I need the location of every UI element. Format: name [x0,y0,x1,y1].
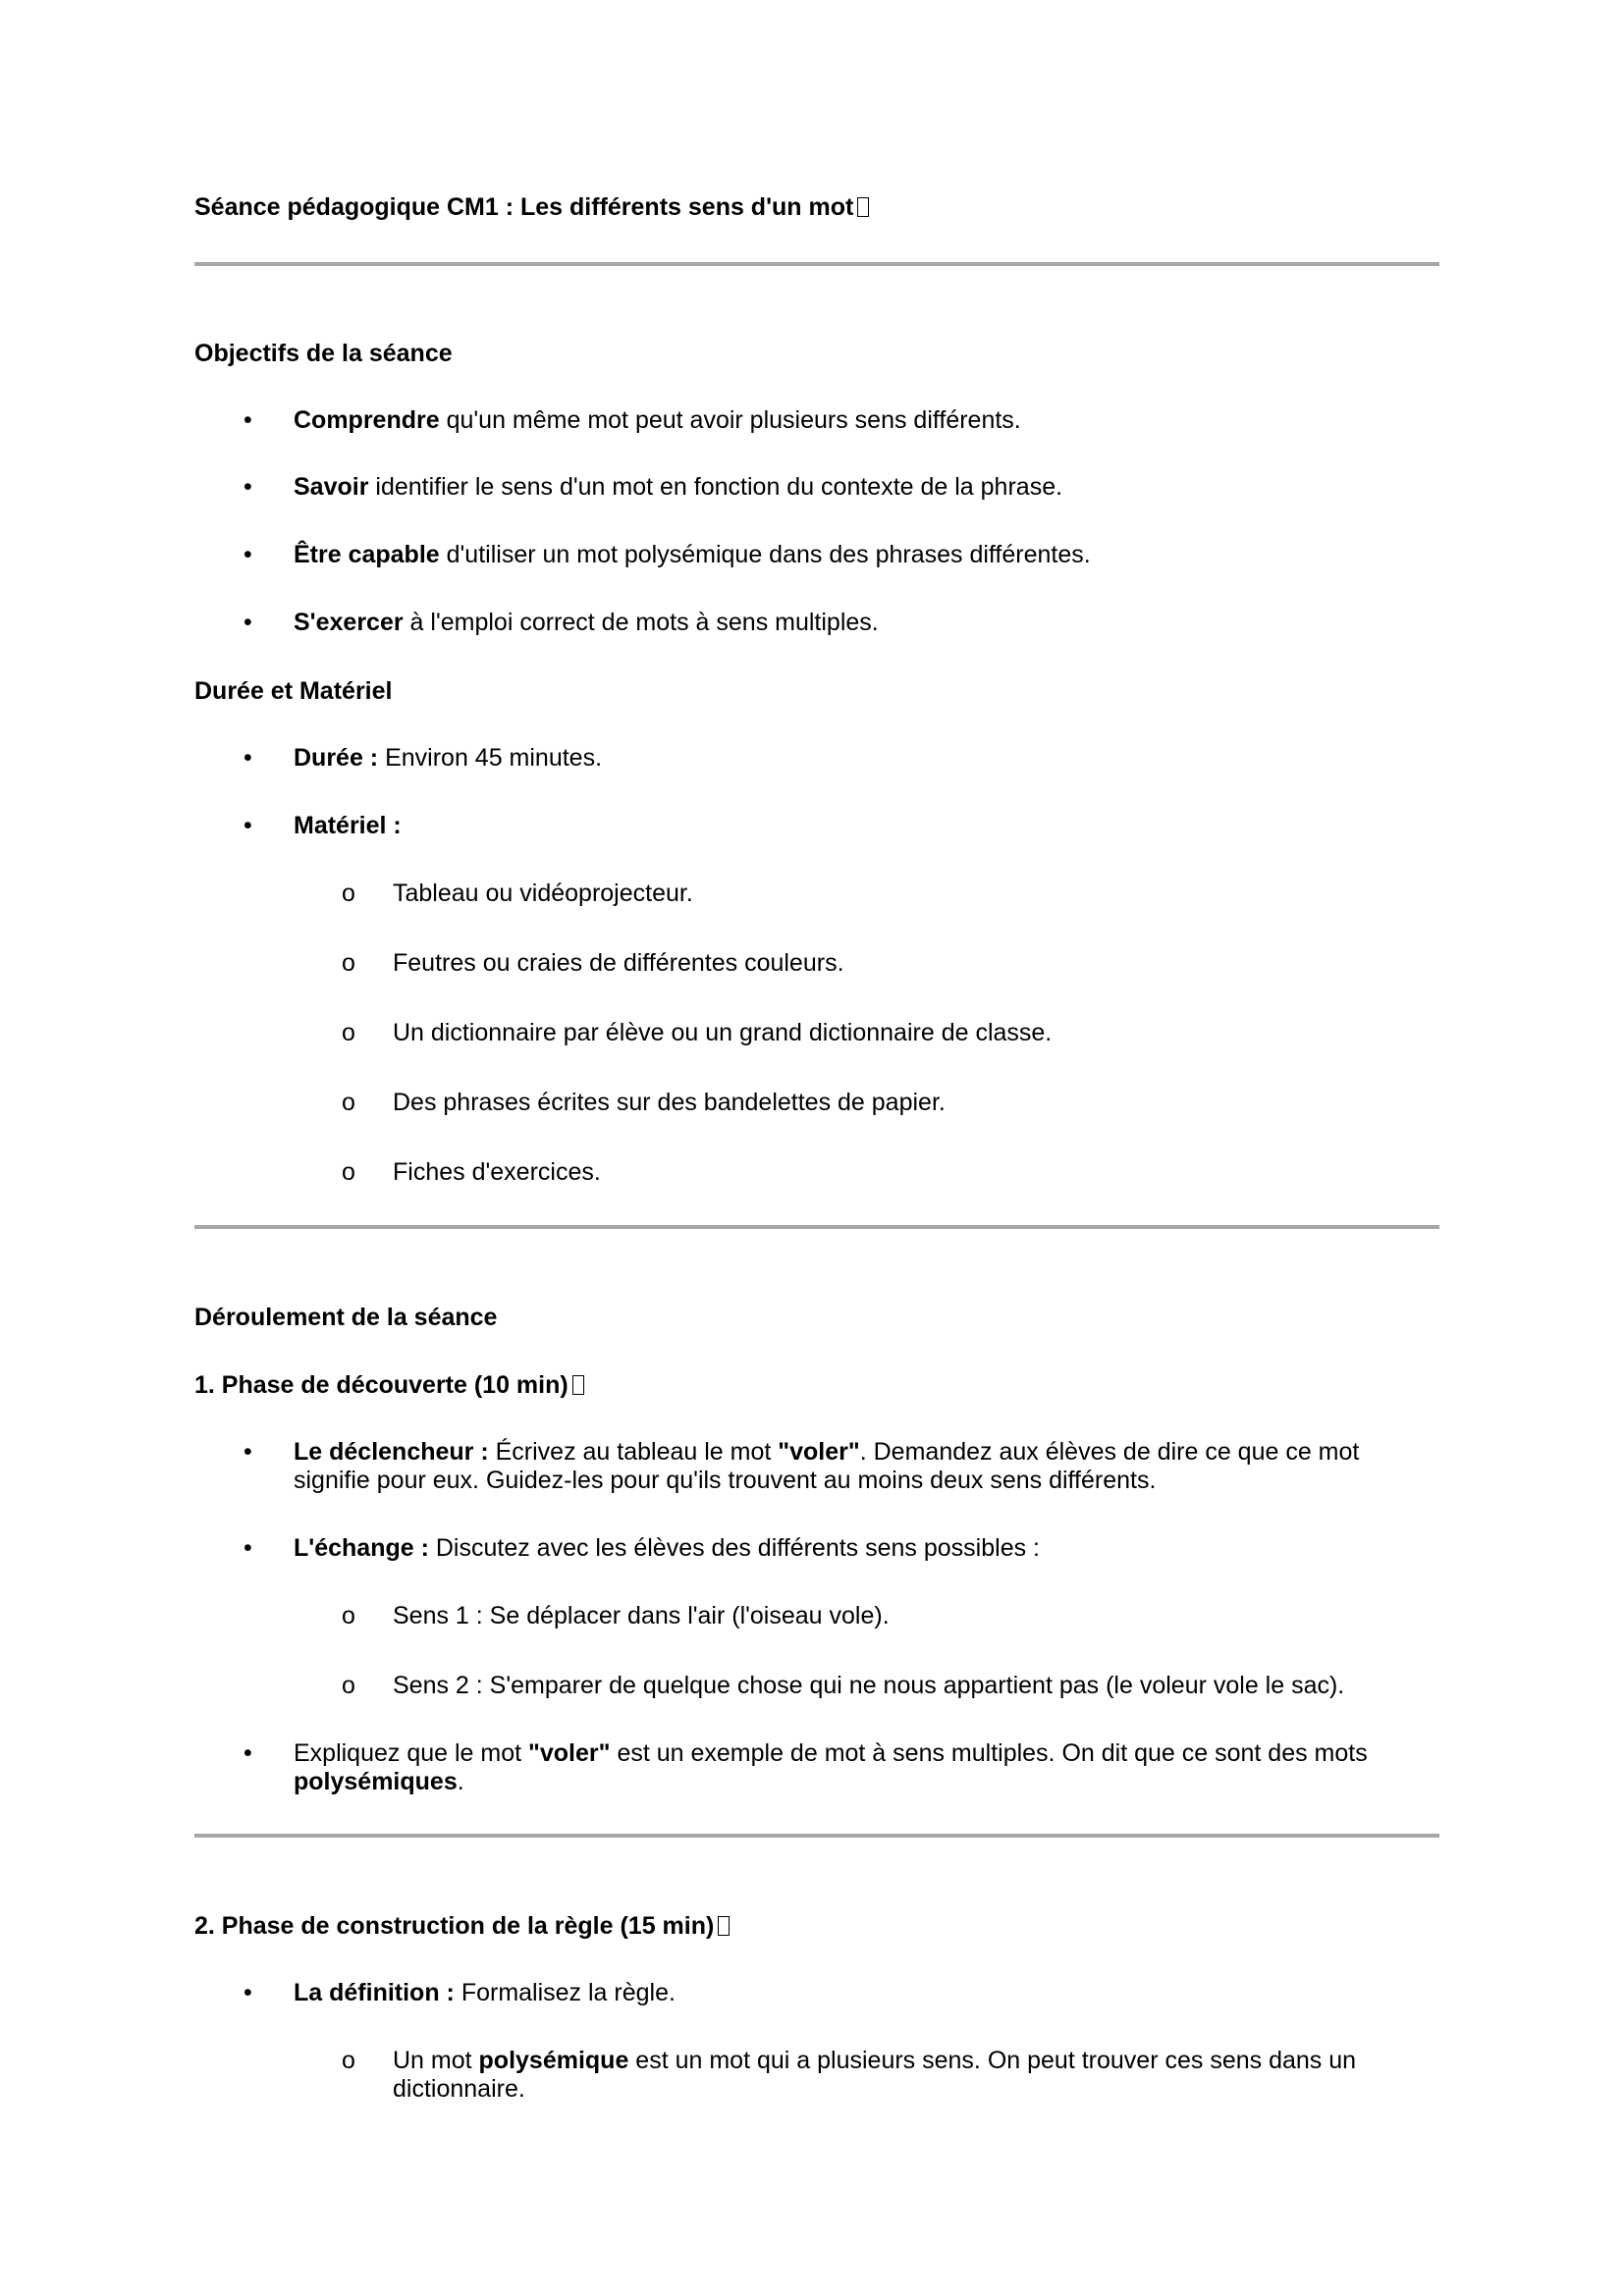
missing-glyph-icon [857,197,869,217]
duree-list [194,744,1439,840]
divider [194,262,1439,266]
sens-list [194,1602,1439,1700]
objectifs-list [194,406,1439,637]
list-item: • Être capable d'utiliser un mot polysémique dans des phrases différentes. [244,541,1091,568]
sub-bullet-icon: o [342,1019,355,1046]
bullet-icon: • [244,1979,252,2006]
list-item: • Durée : Environ 45 minutes. [244,744,603,772]
missing-glyph-icon [718,1916,730,1936]
document-title: Séance pédagogique CM1 : Les différents sens d'un mot [194,192,1439,222]
sub-bullet-icon: o [342,1602,355,1629]
bullet-icon: • [244,1438,252,1466]
sub-bullet-icon: o [342,1158,355,1186]
explique-list [194,1739,1439,1796]
bullet-icon: • [244,473,252,501]
regle-list [194,2047,1439,2104]
list-item: • S'exercer à l'emploi correct de mots à sens multiples. [244,609,879,636]
bullet-icon: • [244,541,252,568]
divider [194,1225,1439,1229]
list-item: • Le déclencheur : Écrivez au tableau le mot "voler". Demandez aux élèves de dire ce que ce mot signifie pour eux. Guidez-les pour qu'ils trouvent au moins deux sens différents. [244,1438,1360,1494]
list-item: • Expliquez que le mot "voler" est un exemple de mot à sens multiples. On dit que ce sont des mots polysémiques. [244,1739,1368,1795]
bullet-icon: • [244,1739,252,1767]
list-item: o Sens 1 : Se déplacer dans l'air (l'oiseau vole). [342,1602,890,1629]
sub-bullet-icon: o [342,880,355,907]
list-item: o Tableau ou vidéoprojecteur. [342,880,693,907]
list-item: • La définition : Formalisez la règle. [244,1979,676,2006]
bullet-icon: • [244,406,252,434]
bullet-icon: • [244,609,252,636]
sub-bullet-icon: o [342,2047,355,2074]
sub-bullet-icon: o [342,949,355,977]
section-heading-objectifs: Objectifs de la séance [194,340,453,367]
list-item: • L'échange : Discutez avec les élèves des différents sens possibles : [244,1534,1040,1562]
materiel-list [194,880,1439,1187]
bullet-icon: • [244,812,252,839]
bullet-icon: • [244,744,252,772]
phase2-list [194,1979,1439,2007]
sub-bullet-icon: o [342,1089,355,1116]
phase1-list [194,1438,1439,1563]
bullet-icon: • [244,1534,252,1562]
document-page [194,192,1439,2104]
section-heading-deroulement: Déroulement de la séance [194,1304,498,1331]
list-item: o Un dictionnaire par élève ou un grand dictionnaire de classe. [342,1019,1053,1046]
list-item: o Fiches d'exercices. [342,1158,601,1186]
list-item: o Feutres ou craies de différentes couleurs. [342,949,844,977]
list-item: • Matériel : [244,812,402,839]
phase2-heading: 2. Phase de construction de la règle (15 min) [194,1911,1439,1941]
sub-bullet-icon: o [342,1672,355,1699]
phase1-heading: 1. Phase de découverte (10 min) [194,1370,1439,1400]
list-item: o Des phrases écrites sur des bandelettes de papier. [342,1089,946,1116]
missing-glyph-icon [572,1375,584,1395]
section-heading-duree: Durée et Matériel [194,677,393,705]
list-item: • Savoir identifier le sens d'un mot en fonction du contexte de la phrase. [244,473,1063,501]
list-item: o Sens 2 : S'emparer de quelque chose qui ne nous appartient pas (le voleur vole le sac). [342,1672,1345,1699]
list-item: o Un mot polysémique est un mot qui a plusieurs sens. On peut trouver ces sens dans un dictionnaire. [342,2047,1357,2103]
divider [194,1834,1439,1838]
list-item: • Comprendre qu'un même mot peut avoir plusieurs sens différents. [244,406,1021,434]
